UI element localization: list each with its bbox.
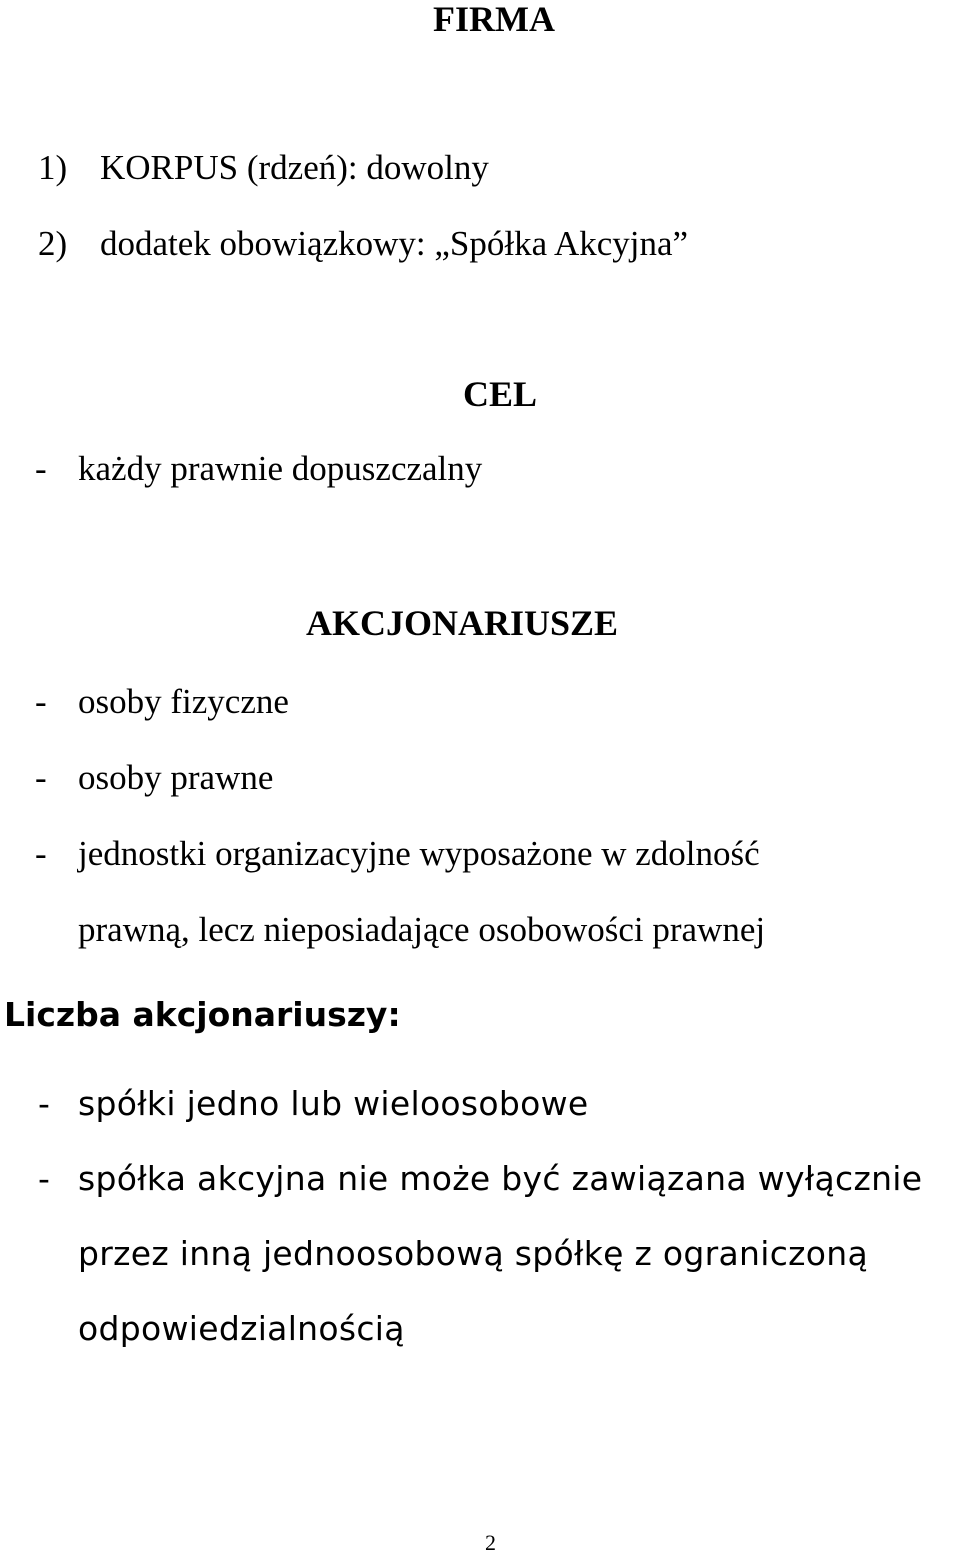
list-item-jednostki-line-2: prawną, lecz nieposiadające osobowości prawnej — [78, 910, 766, 949]
list-marker: - — [38, 1084, 51, 1123]
heading-liczba-akcjonariuszy: Liczba akcjonariuszy: — [4, 995, 401, 1034]
heading-firma: FIRMA — [433, 0, 555, 39]
list-marker: - — [35, 682, 47, 721]
list-marker: - — [35, 449, 47, 488]
list-item-dodatek: dodatek obowiązkowy: „Spółka Akcyjna” — [100, 224, 689, 263]
list-item-spolka-akcyjna-line-2: przez inną jednoosobową spółkę z ograniczoną — [78, 1234, 869, 1273]
list-marker: 2) — [38, 224, 68, 263]
heading-cel: CEL — [463, 374, 538, 414]
list-marker: - — [38, 1159, 51, 1198]
list-item-spolka-akcyjna-line-3: odpowiedzialnością — [78, 1309, 405, 1348]
heading-akcjonariusze: AKCJONARIUSZE — [306, 603, 619, 643]
list-item-cel: każdy prawnie dopuszczalny — [78, 449, 483, 488]
list-marker: - — [35, 758, 47, 797]
list-marker: - — [35, 834, 47, 873]
list-item-korpus: KORPUS (rdzeń): dowolny — [100, 148, 489, 187]
list-item-osoby-fizyczne: osoby fizyczne — [78, 682, 289, 721]
list-marker: 1) — [38, 148, 68, 187]
list-item-spolki: spółki jedno lub wieloosobowe — [78, 1084, 589, 1123]
page-number: 2 — [485, 1530, 496, 1555]
list-item-spolka-akcyjna-line-1: spółka akcyjna nie może być zawiązana wyłącznie — [78, 1159, 923, 1198]
list-item-osoby-prawne: osoby prawne — [78, 758, 274, 797]
list-item-jednostki-line-1: jednostki organizacyjne wyposażone w zdolność — [78, 834, 760, 873]
